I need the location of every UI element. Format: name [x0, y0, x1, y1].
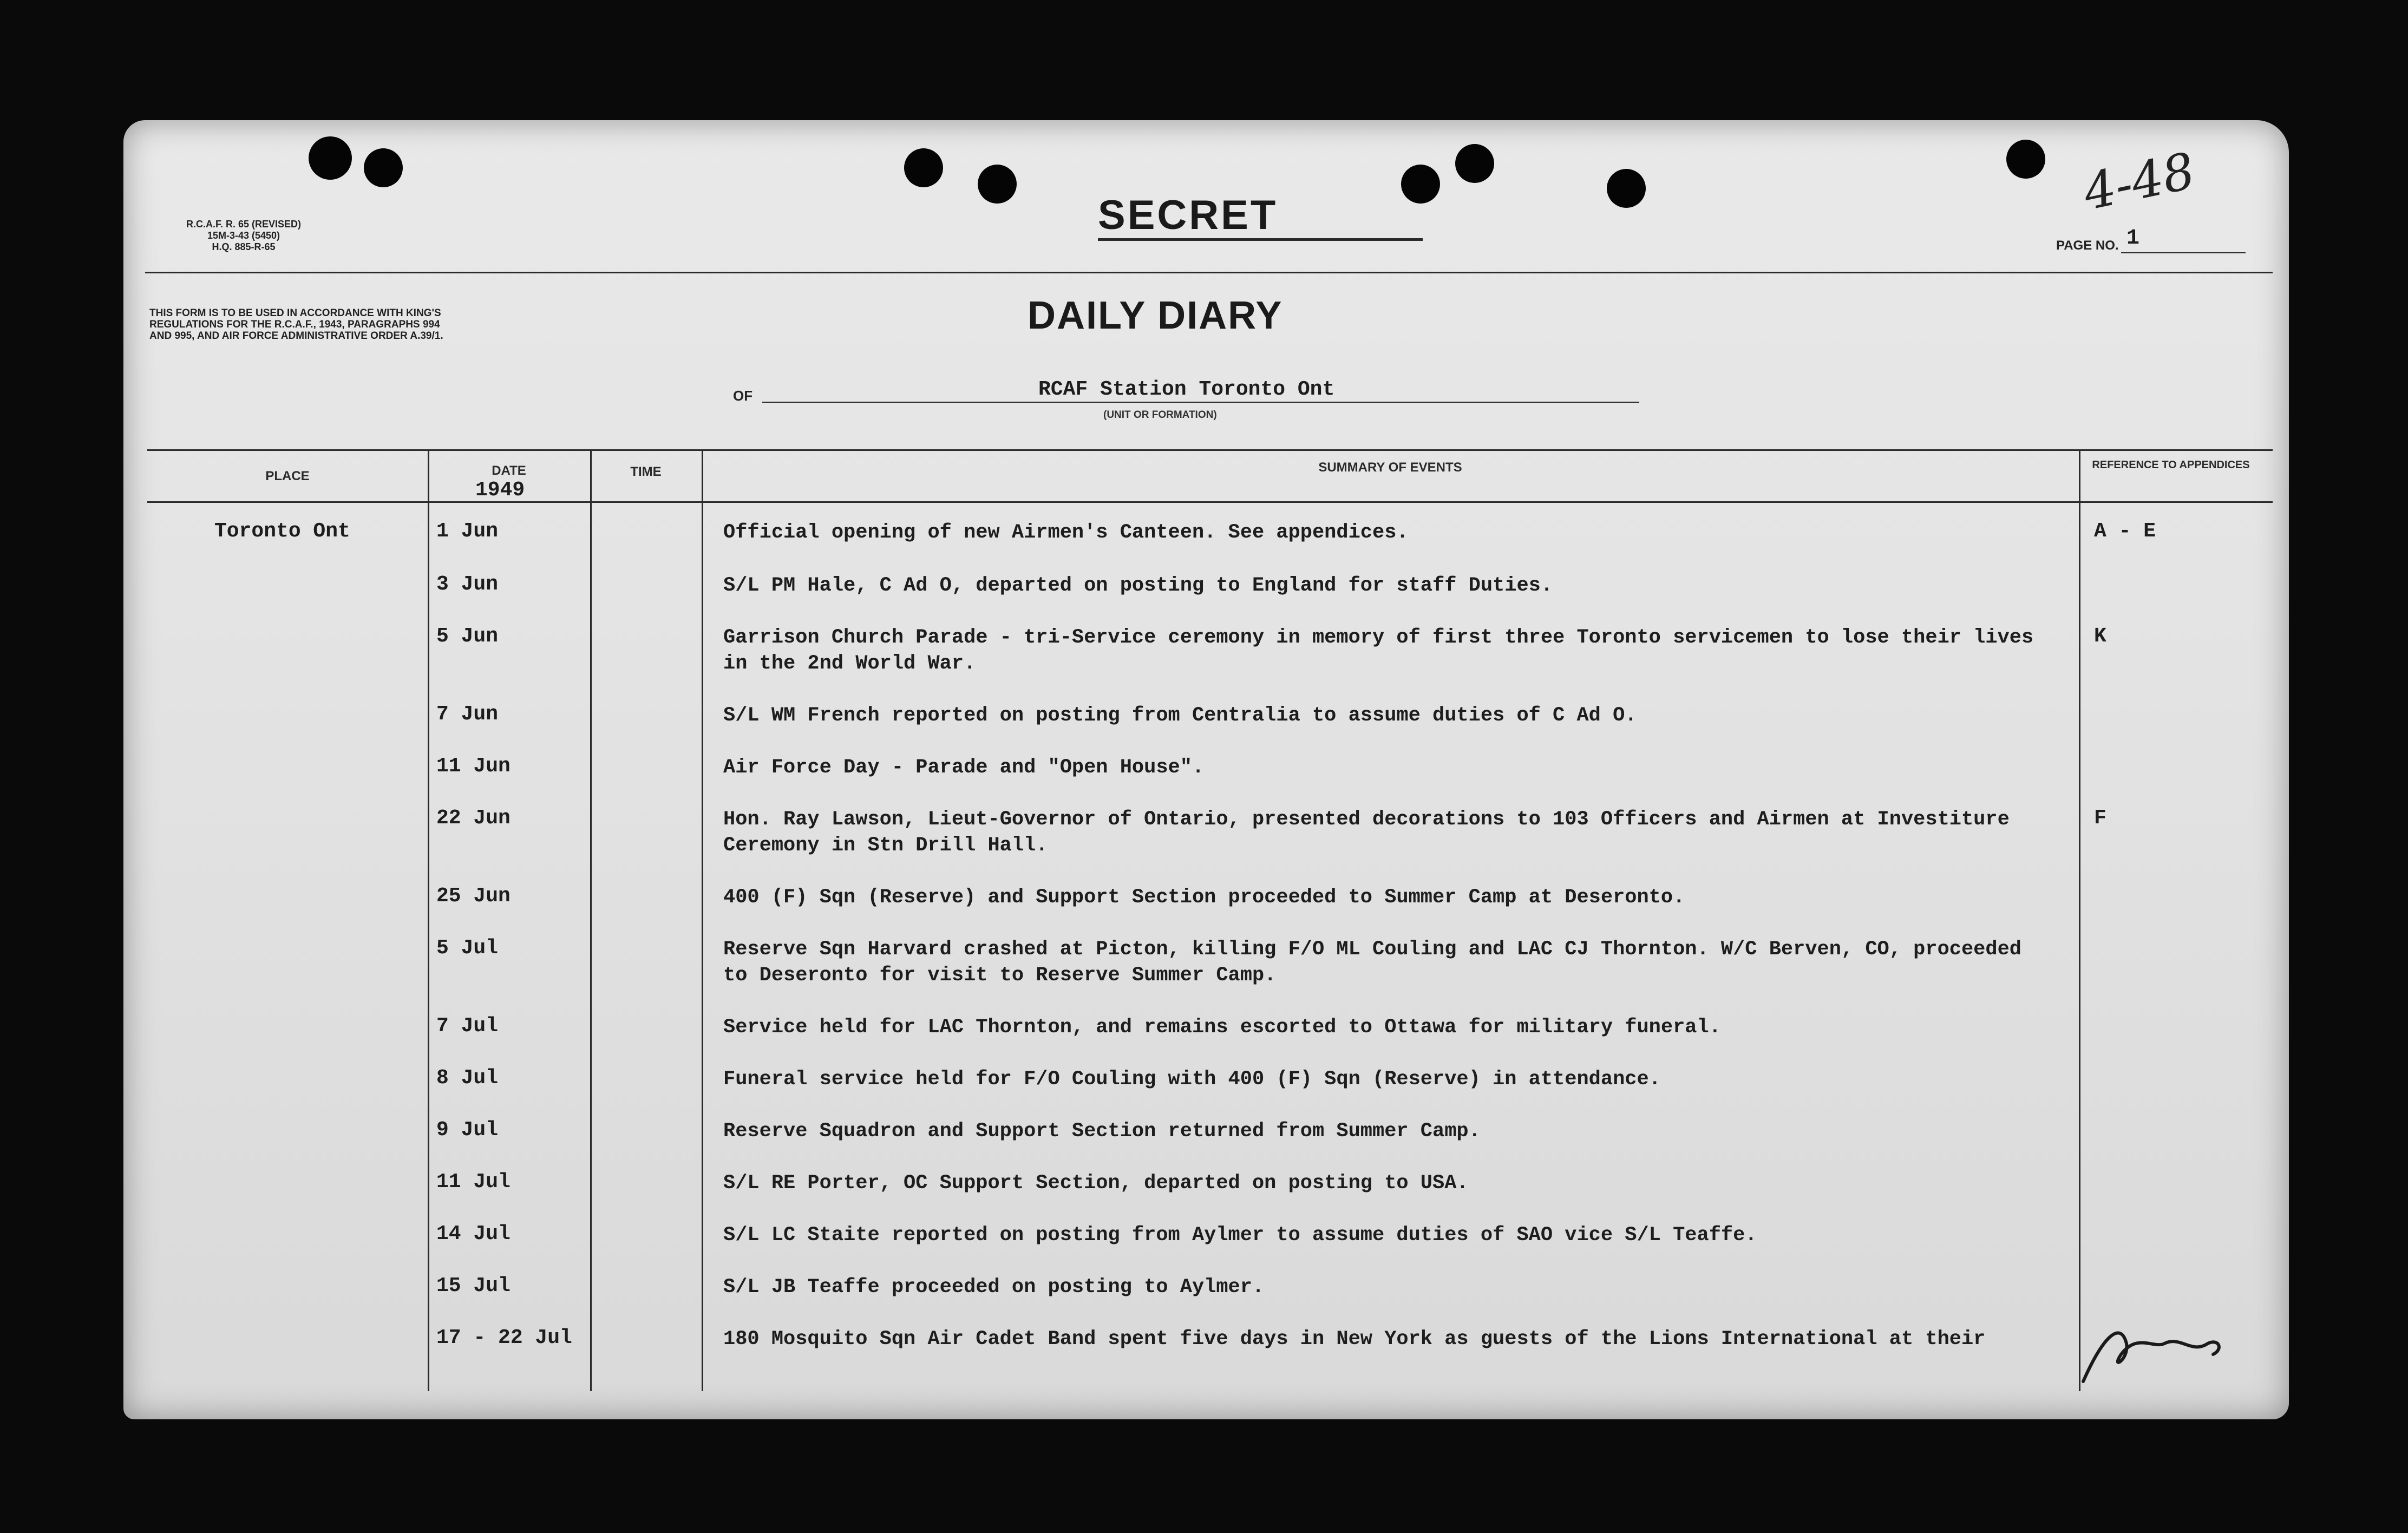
entry-reference: F	[2094, 807, 2106, 830]
col-divider-date	[590, 449, 592, 1391]
unit-name: RCAF Station Toronto Ont	[1038, 378, 1335, 401]
col-header-date: DATE	[492, 463, 526, 478]
unit-line	[762, 402, 1639, 403]
entry-summary: S/L RE Porter, OC Support Section, departed on posting to USA.	[723, 1172, 1469, 1195]
punch-hole	[904, 148, 943, 187]
entry-summary: Reserve Sqn Harvard crashed at Picton, killing F/O ML Couling and LAC CJ Thornton. W/C Berven, CO, proceeded to Deseronto for visit to Reserve Summer Camp.	[723, 938, 2021, 987]
col-header-time: TIME	[630, 464, 662, 479]
entry-date: 15 Jul	[436, 1274, 511, 1298]
entry-summary: Air Force Day - Parade and "Open House".	[723, 756, 1205, 779]
entry-date: 8 Jul	[436, 1066, 499, 1090]
entry-date: 7 Jun	[436, 703, 499, 726]
punch-hole	[309, 136, 352, 180]
entry-summary: S/L LC Staite reported on posting from Aylmer to assume duties of SAO vice S/L Teaffe.	[723, 1224, 1757, 1247]
col-header-summary: SUMMARY OF EVENTS	[1318, 460, 1462, 475]
place-value: Toronto Ont	[214, 520, 350, 543]
col-divider-ref	[2079, 449, 2080, 1391]
col-header-reference: REFERENCE TO APPENDICES	[2092, 459, 2250, 471]
signature-mark	[2072, 1311, 2235, 1392]
entry-date: 3 Jun	[436, 573, 499, 596]
handwritten-ref: 4-48	[2078, 141, 2200, 222]
entry-reference: A - E	[2094, 520, 2156, 543]
entry-summary: S/L JB Teaffe proceeded on posting to Aylmer.	[723, 1276, 1265, 1299]
entry-summary: Funeral service held for F/O Couling with 400 (F) Sqn (Reserve) in attendance.	[723, 1068, 1661, 1091]
entry-summary: Service held for LAC Thornton, and remains escorted to Ottawa for military funeral.	[723, 1016, 1721, 1039]
punch-hole	[1607, 169, 1646, 208]
unit-caption: (UNIT OR FORMATION)	[1103, 409, 1217, 421]
punch-hole	[364, 148, 403, 187]
regulation-notice: THIS FORM IS TO BE USED IN ACCORDANCE WITH KING'S REGULATIONS FOR THE R.C.A.F., 1943, PARAGRAPHS 994 AND 995, AND AIR FORCE ADMINISTRATIVE ORDER A.39/1.	[149, 307, 443, 342]
classification-stamp: SECRET	[1098, 192, 1278, 238]
page-label: PAGE NO.	[2056, 238, 2119, 253]
page-number: 1	[2126, 226, 2140, 251]
entry-summary: 180 Mosquito Sqn Air Cadet Band spent five days in New York as guests of the Lions International at their	[723, 1328, 1986, 1351]
of-label: OF	[733, 388, 753, 404]
classification-underline	[1098, 238, 1423, 241]
table-header-rule	[147, 501, 2273, 503]
entry-date: 9 Jul	[436, 1118, 499, 1142]
col-divider-place	[428, 449, 429, 1391]
form-id: R.C.A.F. R. 65 (REVISED) 15M-3-43 (5450) H.Q. 885-R-65	[186, 219, 302, 252]
punch-hole	[1401, 165, 1440, 204]
entry-date: 14 Jul	[436, 1222, 511, 1246]
entry-date: 25 Jun	[436, 885, 511, 908]
col-header-place: PLACE	[265, 469, 310, 483]
col-divider-time	[702, 449, 703, 1391]
entry-date: 1 Jun	[436, 520, 499, 543]
entry-date: 11 Jun	[436, 755, 511, 778]
entry-date: 17 - 22 Jul	[436, 1326, 572, 1349]
entry-summary: Hon. Ray Lawson, Lieut-Governor of Ontario, presented decorations to 103 Officers and Airmen at Investiture Ceremony in Stn Drill Hall.	[723, 808, 2010, 857]
form-title: DAILY DIARY	[1028, 294, 1283, 337]
entry-summary: Official opening of new Airmen's Canteen. See appendices.	[723, 521, 1409, 544]
punch-hole	[1455, 144, 1494, 183]
entry-summary: S/L PM Hale, C Ad O, departed on posting to England for staff Duties.	[723, 574, 1553, 597]
entry-summary: 400 (F) Sqn (Reserve) and Support Section proceeded to Summer Camp at Deseronto.	[723, 886, 1685, 909]
entry-date: 7 Jul	[436, 1014, 499, 1038]
page-number-line	[2121, 252, 2246, 253]
entry-summary: Garrison Church Parade - tri-Service ceremony in memory of first three Toronto servicemen to lose their lives in the 2nd World War.	[723, 626, 2034, 675]
punch-hole	[978, 165, 1017, 204]
entry-date: 5 Jul	[436, 936, 499, 960]
entry-reference: K	[2094, 625, 2106, 648]
col-header-year: 1949	[475, 479, 525, 502]
entry-summary: Reserve Squadron and Support Section returned from Summer Camp.	[723, 1120, 1481, 1143]
punch-hole	[2006, 140, 2045, 179]
entry-summary: S/L WM French reported on posting from Centralia to assume duties of C Ad O.	[723, 704, 1637, 727]
entry-date: 22 Jun	[436, 807, 511, 830]
entry-date: 11 Jul	[436, 1170, 511, 1194]
diary-page	[123, 120, 2289, 1419]
entry-date: 5 Jun	[436, 625, 499, 648]
header-rule	[145, 272, 2273, 273]
table-top-rule	[147, 449, 2273, 451]
